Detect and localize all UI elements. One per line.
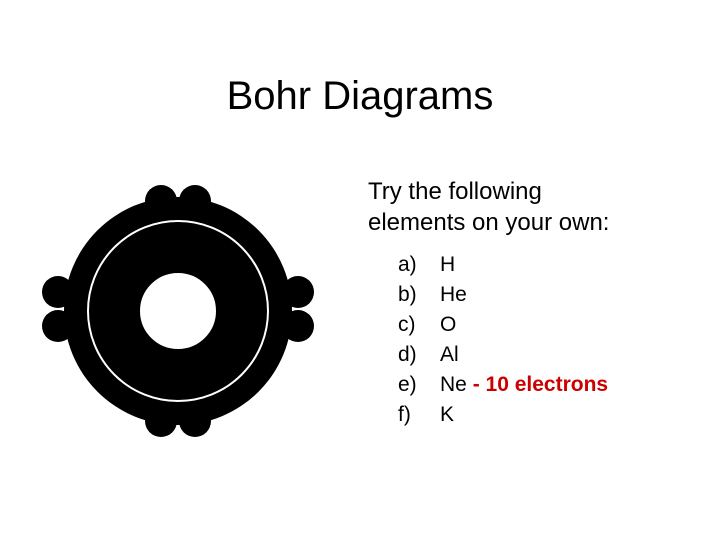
list-item [398, 400, 608, 430]
electron-top-left [145, 185, 177, 217]
slide-title: Bohr Diagrams [226, 74, 494, 118]
list-item-letter: d) [398, 343, 417, 366]
electron-bottom-right [179, 405, 211, 437]
instructions [368, 176, 609, 238]
list-item [398, 250, 608, 280]
bohr-diagram [40, 182, 316, 440]
list-item-letter: a) [398, 253, 417, 276]
element-symbol: Al [440, 343, 459, 366]
list-item-letter: c) [398, 313, 416, 336]
electron-right-lower [282, 310, 314, 342]
element-symbol: H [440, 253, 456, 276]
list-item [398, 340, 608, 370]
element-symbol: Ne [440, 373, 467, 396]
list-item [398, 370, 608, 400]
list-item-letter: e) [398, 373, 417, 396]
list-item-letter: b) [398, 283, 417, 306]
electron-right-upper [282, 276, 314, 308]
element-symbol: O [440, 313, 457, 336]
list-item-letter: f) [398, 403, 411, 426]
element-symbol: K [440, 403, 455, 426]
electron-top-right [179, 185, 211, 217]
electron-left-lower [42, 310, 74, 342]
element-list [398, 250, 608, 430]
instructions-line: Try the following [368, 178, 542, 205]
nucleus-hole [134, 267, 222, 355]
list-item [398, 310, 608, 340]
electron-left-upper [42, 276, 74, 308]
element-symbol: He [440, 283, 467, 306]
element-note: - 10 electrons [466, 373, 609, 396]
electron-bottom-left [145, 405, 177, 437]
instructions-line: elements on your own: [368, 209, 610, 236]
list-item [398, 280, 608, 310]
